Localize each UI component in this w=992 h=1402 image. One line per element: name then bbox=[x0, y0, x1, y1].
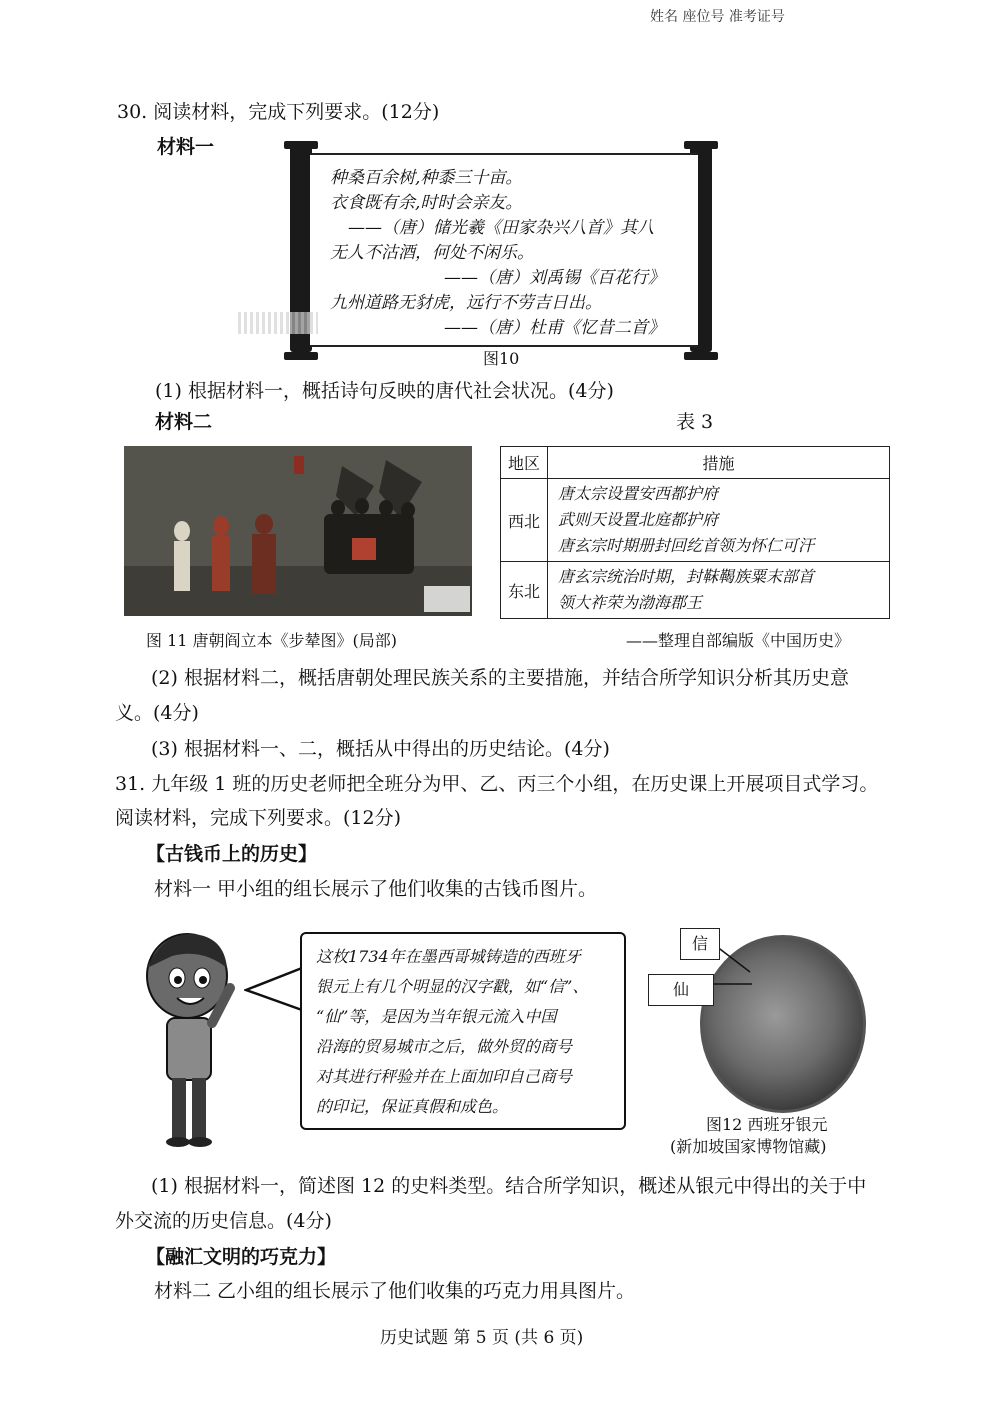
poem-attribution: ——（唐）储光羲《田家杂兴八首》其八 bbox=[348, 218, 654, 238]
q31-sub1-line1: (1) 根据材料一，简述图 12 的史料类型。结合所学知识，概述从银元中得出的关于中 bbox=[151, 1175, 867, 1197]
painting-bunian-tu bbox=[124, 446, 472, 616]
bubble-line: 这枚1734年在墨西哥城铸造的西班牙 bbox=[316, 947, 581, 966]
poem-line: 无人不沽酒，何处不闲乐。 bbox=[330, 243, 534, 263]
q31-line2: 阅读材料，完成下列要求。(12分) bbox=[115, 807, 402, 829]
table-3-source: ——整理自部编版《中国历史》 bbox=[626, 631, 851, 650]
bubble-line: 沿海的贸易城市之后，做外贸的商号 bbox=[316, 1037, 573, 1056]
table-cell-measure: 领大祚荣为渤海郡王 bbox=[558, 593, 703, 612]
poem-line: 种桑百余树,种黍三十亩。 bbox=[330, 168, 523, 188]
cartoon-boy-illustration bbox=[132, 928, 242, 1148]
q30-material1-label: 材料一 bbox=[157, 136, 215, 158]
figure-10-caption: 图10 bbox=[483, 349, 520, 368]
bubble-line: “仙”等，是因为当年银元流入中国 bbox=[316, 1007, 557, 1026]
poem-line: 九州道路无豺虎，远行不劳吉日出。 bbox=[330, 293, 602, 313]
table-row bbox=[501, 479, 890, 562]
q30-sub1: (1) 根据材料一，概括诗句反映的唐代社会状况。(4分) bbox=[155, 380, 614, 402]
poem-attribution: ——（唐）杜甫《忆昔二首》 bbox=[444, 318, 665, 338]
coin-label-xian: 仙 bbox=[648, 974, 714, 1006]
poem-line: 衣食既有余,时时会亲友。 bbox=[330, 193, 523, 213]
watermark-stamp bbox=[238, 312, 318, 334]
table-cell-measure: 武则天设置北庭都护府 bbox=[558, 510, 719, 529]
coin-label-xin: 信 bbox=[680, 928, 720, 960]
bubble-line: 的印记，保证真假和成色。 bbox=[316, 1097, 509, 1116]
table-header-measures: 措施 bbox=[548, 447, 890, 479]
table-cell-measure: 唐玄宗统治时期，封靺鞨族粟末部首 bbox=[558, 567, 815, 586]
table-3-title: 表 3 bbox=[676, 411, 714, 433]
scroll-left-cap-top bbox=[284, 141, 318, 149]
q30-sub3: (3) 根据材料一、二，概括从中得出的历史结论。(4分) bbox=[151, 738, 610, 760]
table-header-region: 地区 bbox=[501, 447, 548, 479]
figure-11-caption: 图 11 唐朝阎立本《步辇图》(局部) bbox=[146, 631, 398, 650]
table-3 bbox=[500, 446, 890, 619]
table-cell-measure: 唐玄宗时期册封回纥首领为怀仁可汗 bbox=[558, 536, 815, 555]
poem-attribution: ——（唐）刘禹锡《百花行》 bbox=[444, 268, 665, 288]
q31-section2: 【融汇文明的巧克力】 bbox=[146, 1246, 337, 1268]
table-cell-measure: 唐太宗设置安西都护府 bbox=[558, 484, 719, 503]
q31-section1: 【古钱币上的历史】 bbox=[146, 843, 318, 865]
speech-bubble bbox=[300, 932, 626, 1130]
q31-material1: 材料一 甲小组的组长展示了他们收集的古钱币图片。 bbox=[154, 878, 598, 900]
q30-material2-label: 材料二 bbox=[155, 411, 213, 433]
bubble-line: 对其进行秤验并在上面加印自己商号 bbox=[316, 1067, 573, 1086]
q30-sub2-line2: 义。(4分) bbox=[115, 702, 199, 724]
scroll-left-cap-bottom bbox=[284, 352, 318, 360]
q30-title: 30. 阅读材料，完成下列要求。(12分) bbox=[117, 101, 440, 123]
scroll-paper bbox=[310, 153, 698, 347]
figure-12-source: (新加坡国家博物馆藏) bbox=[670, 1137, 827, 1156]
table-cell-region: 东北 bbox=[501, 562, 548, 619]
scroll-right-cap-bottom bbox=[684, 352, 718, 360]
table-row bbox=[501, 562, 890, 619]
q31-material2: 材料二 乙小组的组长展示了他们收集的巧克力用具图片。 bbox=[154, 1280, 636, 1302]
q31-sub1-line2: 外交流的历史信息。(4分) bbox=[115, 1210, 332, 1232]
page-footer: 历史试题 第 5 页 (共 6 页) bbox=[380, 1328, 584, 1348]
figure-12-caption: 图12 西班牙银元 bbox=[706, 1115, 828, 1134]
table-cell-region: 西北 bbox=[501, 479, 548, 562]
scroll-right-cap-top bbox=[684, 141, 718, 149]
header-top: 姓名 座位号 准考证号 bbox=[650, 9, 785, 25]
q30-sub2-line1: (2) 根据材料二，概括唐朝处理民族关系的主要措施，并结合所学知识分析其历史意 bbox=[151, 667, 849, 689]
speech-bubble-tail bbox=[244, 960, 304, 1020]
q31-line1: 31. 九年级 1 班的历史老师把全班分为甲、乙、丙三个小组，在历史课上开展项目式学习。 bbox=[115, 773, 879, 795]
bubble-line: 银元上有几个明显的汉字戳，如“信”、 bbox=[316, 977, 589, 996]
